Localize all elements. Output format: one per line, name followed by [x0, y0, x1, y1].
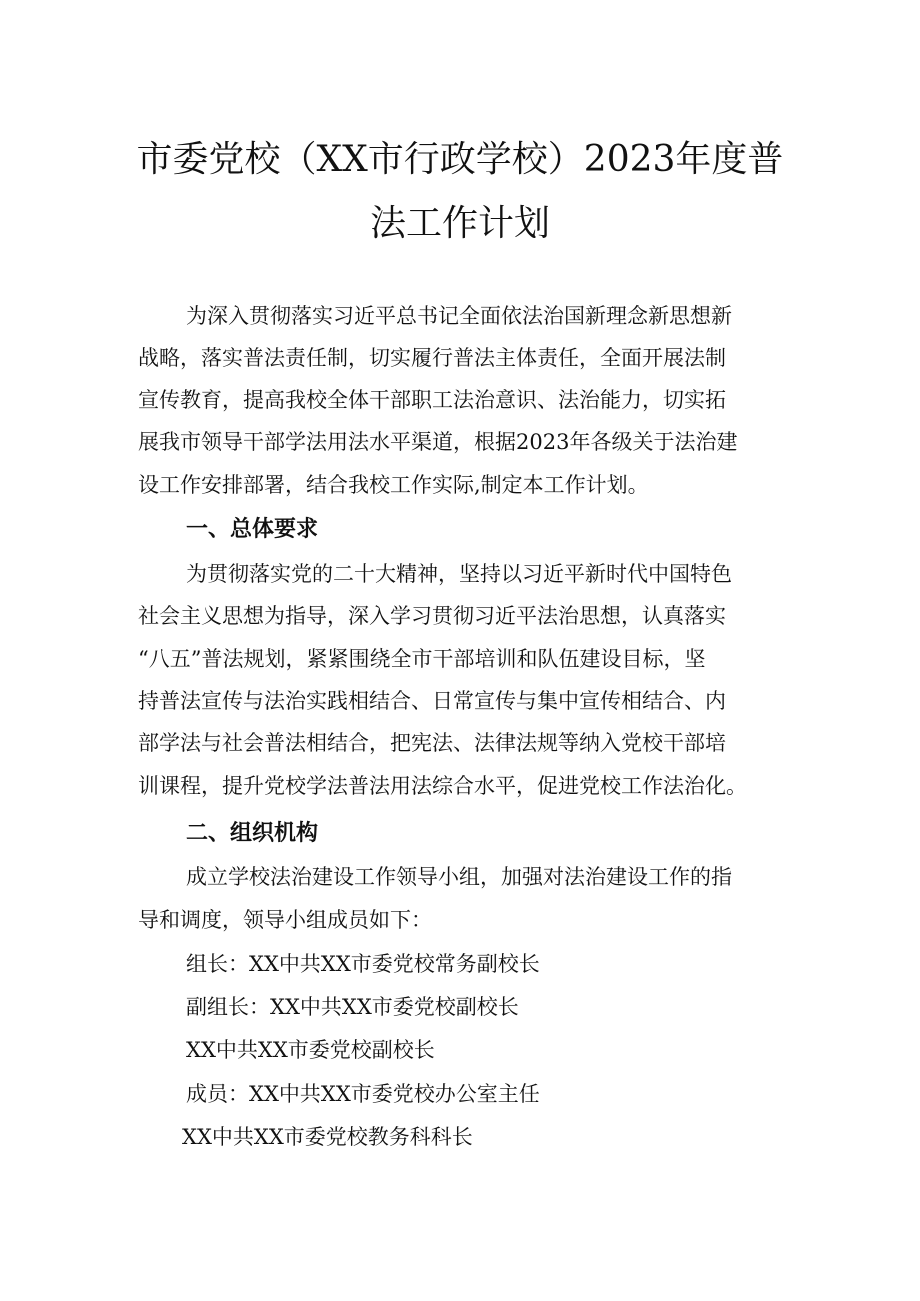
intro-paragraph-line: 宣传教育，提高我校全体干部职工法治意识、法治能力，切实拓 — [138, 388, 726, 412]
section1-paragraph-line: 为贯彻落实党的二十大精神，坚持以习近平新时代中国特色 — [186, 562, 732, 586]
document-title-line-1: 市委党校（XX市行政学校）2023年度普 — [136, 139, 784, 180]
section2-paragraph-line: 成立学校法治建设工作领导小组，加强对法治建设工作的指 — [186, 865, 732, 889]
section-heading-overall-requirements: 一、总体要求 — [186, 517, 319, 542]
section2-paragraph-line: 导和调度，领导小组成员如下： — [138, 908, 432, 932]
member-line-deputy-leader: 副组长：XX中共XX市委党校副校长 — [186, 995, 519, 1019]
section1-paragraph-line: 训课程，提升党校学法普法用法综合水平，促进党校工作法治化。 — [138, 774, 747, 798]
intro-paragraph-line: 战略，落实普法责任制，切实履行普法主体责任，全面开展法制 — [138, 346, 726, 370]
member-line-leader: 组长：XX中共XX市委党校常务副校长 — [186, 952, 540, 976]
intro-paragraph-line: 展我市领导干部学法用法水平渠道，根据2023年各级关于法治建 — [138, 430, 738, 454]
intro-paragraph-line: 设工作安排部署，结合我校工作实际,制定本工作计划。 — [138, 473, 649, 497]
intro-paragraph-line: 为深入贯彻落实习近平总书记全面依法治国新理念新思想新 — [186, 304, 732, 328]
member-line-member: 成员：XX中共XX市委党校办公室主任 — [186, 1082, 540, 1106]
section1-paragraph-line: “八五”普法规划，紧紧围绕全市干部培训和队伍建设目标，坚 — [138, 647, 706, 671]
section1-paragraph-line: 部学法与社会普法相结合，把宪法、法律法规等纳入党校干部培 — [138, 731, 726, 755]
section1-paragraph-line: 持普法宣传与法治实践相结合、日常宣传与集中宣传相结合、内 — [138, 689, 726, 713]
section1-paragraph-line: 社会主义思想为指导，深入学习贯彻习近平法治思想，认真落实 — [138, 604, 726, 628]
member-line-deputy-leader-2: XX中共XX市委党校副校长 — [186, 1038, 435, 1062]
document-title-line-2: 法工作计划 — [369, 203, 550, 244]
member-line-member-2: XX中共XX市委党校教务科科长 — [182, 1125, 473, 1149]
section-heading-organization: 二、组织机构 — [186, 821, 319, 846]
